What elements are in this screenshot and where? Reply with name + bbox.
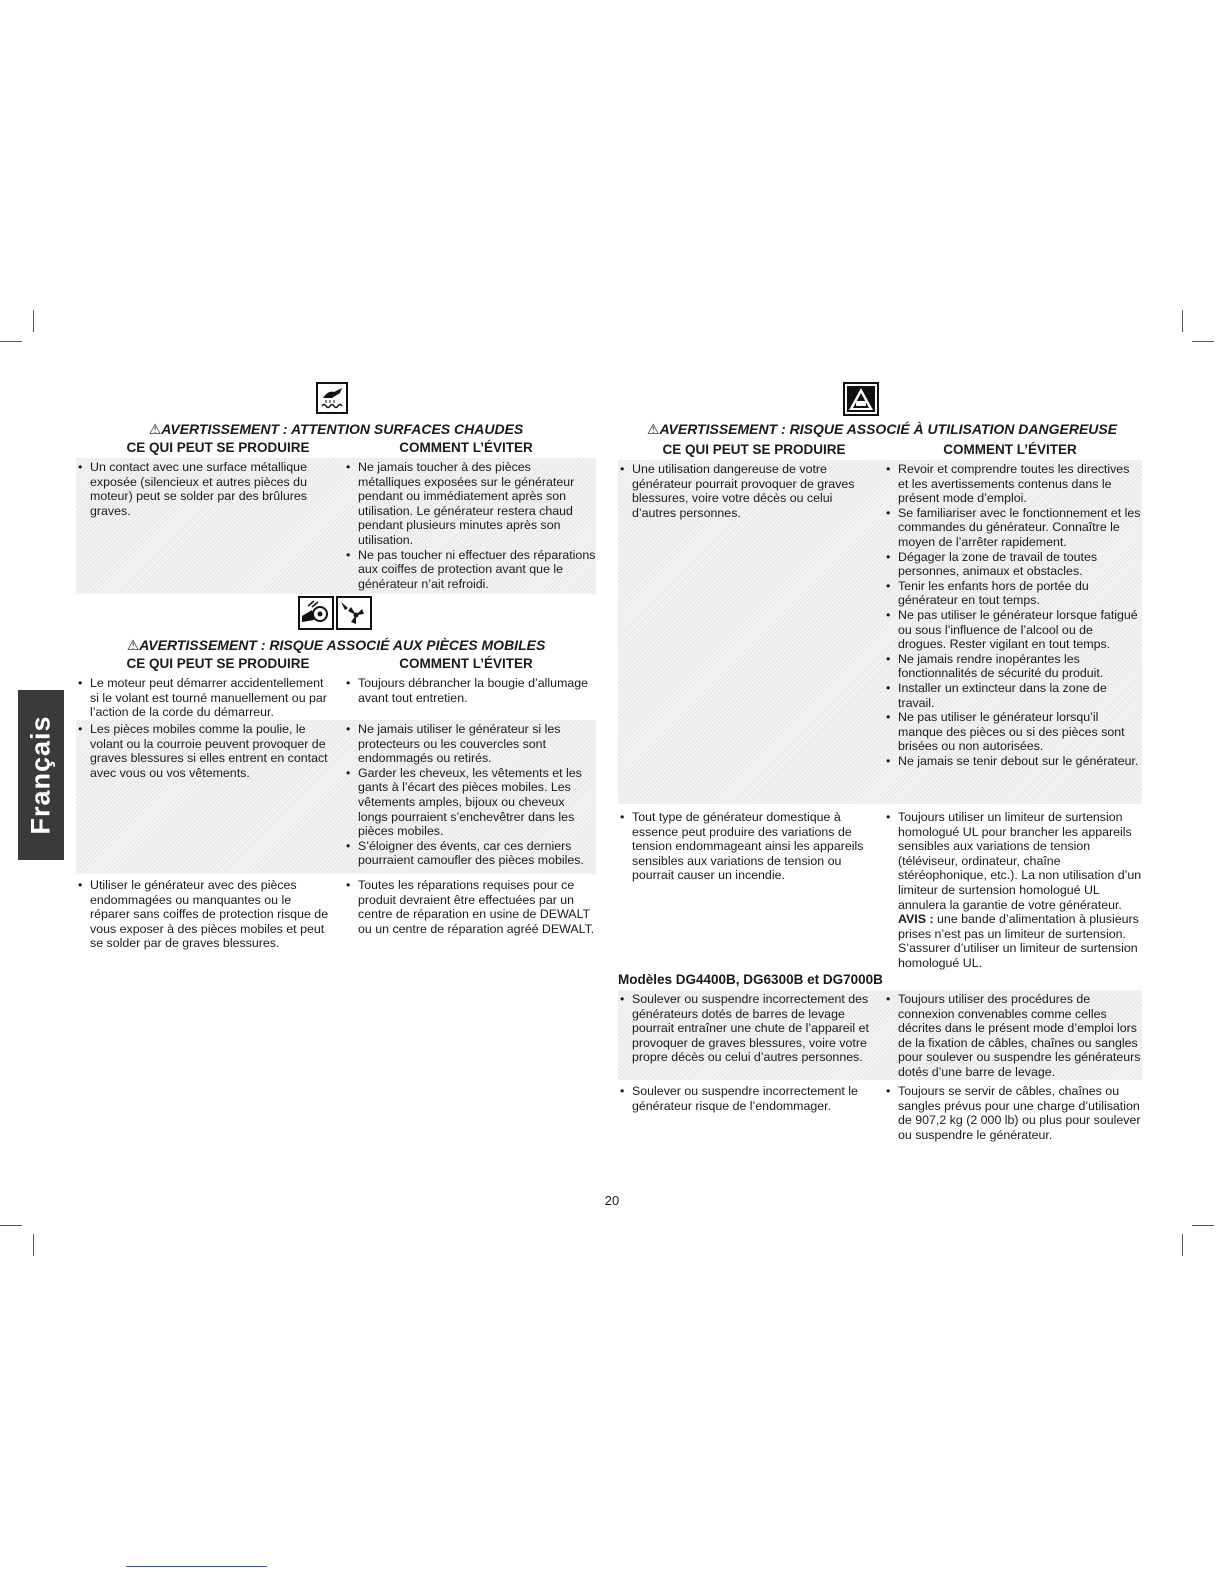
list-item: • Garder les cheveux, les vêtements et les gants à l’écart des pièces mobiles. Les vêtements amples, bijoux ou cheveux longs pourraient s’enchevêtrer dans les pièces mobiles.	[344, 766, 596, 839]
what-cell	[618, 810, 874, 883]
list-item: • Utiliser le générateur avec des pièces endommagées ou manquantes ou le réparer sans coiffes de protection risque de vous exposer à des pièces mobiles et peut se solder par de graves blessures.	[76, 878, 330, 951]
table-row	[76, 876, 596, 956]
what-cell	[76, 676, 330, 720]
list-item: • Ne jamais utiliser le générateur si les protecteurs ou les couvercles sont endommagés ou retirés.	[344, 722, 596, 766]
language-tab	[18, 690, 64, 860]
crop-mark	[1182, 1234, 1183, 1256]
list-item: • Une utilisation dangereuse de votre générateur pourrait provoquer de graves blessures, voire votre décès ou celui d’autres personnes.	[618, 462, 874, 520]
list-item	[884, 810, 1142, 971]
what-cell	[76, 878, 330, 951]
header-what: CE QUI PEUT SE PRODUIRE	[126, 440, 310, 455]
list-item: • Les pièces mobiles comme la poulie, le volant ou la courroie peuvent provoquer de graves blessures si elles entrent en contact avec vous ou vos vêtements.	[76, 722, 330, 780]
how-cell	[344, 722, 596, 868]
header-what: CE QUI PEUT SE PRODUIRE	[126, 656, 310, 671]
safety-first-icon	[843, 382, 879, 416]
how-cell	[344, 878, 596, 936]
table-row	[618, 990, 1142, 1080]
hot-surface-icon	[316, 382, 348, 414]
page-number: 20	[604, 1193, 620, 1208]
how-cell	[344, 676, 596, 705]
list-item: • Dégager la zone de travail de toutes personnes, animaux et obstacles.	[884, 550, 1142, 579]
what-cell	[618, 462, 874, 520]
footer-rule	[126, 1566, 267, 1567]
table-row	[618, 1082, 1142, 1146]
how-cell	[884, 810, 1142, 971]
list-item: • S’éloigner des évents, car ces derniers pourraient camoufler des pièces mobiles.	[344, 839, 596, 868]
list-item: • Ne pas toucher ni effectuer des réparations aux coiffes de protection avant que le générateur n’ait refroidi.	[344, 548, 596, 592]
header-how: COMMENT L’ÉVITER	[399, 656, 533, 671]
list-item: • Revoir et comprendre toutes les directives et les avertissements contenus dans le présent mode d’emploi.	[884, 462, 1142, 506]
table-row	[618, 460, 1142, 804]
language-tab-label: Français	[25, 715, 56, 835]
list-item: • Se familiariser avec le fonctionnement et les commandes du générateur. Connaître le moyen de l’arrêter rapidement.	[884, 506, 1142, 550]
crop-mark	[1192, 1225, 1214, 1226]
moving-parts-icon	[336, 596, 372, 630]
table-row	[76, 458, 596, 594]
list-item: • Ne jamais rendre inopérantes les fonctionnalités de sécurité du produit.	[884, 652, 1142, 681]
fan-hand-icon	[298, 596, 334, 630]
list-item: • Installer un extincteur dans la zone de travail.	[884, 681, 1142, 710]
surge-text: Toujours utiliser un limiteur de surtension homologué UL pour brancher les appareils sensibles aux variations de tension (téléviseur, ordinateur, chaîne stéréophonique, etc.). La non utilisation d’un limiteur de surtension homologué UL annulera la garantie de votre générateur.	[898, 810, 1142, 912]
crop-mark	[1192, 341, 1214, 342]
list-item: • Toujours se servir de câbles, chaînes ou sangles prévus pour une charge d’utilisation de 907,2 kg (2 000 lb) ou plus pour soulever ou suspendre le générateur.	[884, 1084, 1142, 1142]
list-item: • Toujours débrancher la bougie d’allumage avant tout entretien.	[344, 676, 596, 705]
avis-text: une bande d’alimentation à plusieurs prises n’est pas un limiteur de surtension. S’assurer d’utiliser un limiteur de surtension homologué UL.	[898, 912, 1139, 970]
what-cell	[618, 992, 876, 1065]
list-item: • Tout type de générateur domestique à essence peut produire des variations de tension endommageant ainsi les appareils sensibles aux variations de tension ou pourrait causer un incendie.	[618, 810, 874, 883]
list-item: • Un contact avec une surface métallique exposée (silencieux et autres pièces du moteur) peut se solder par des brûlures graves.	[76, 460, 326, 518]
list-item: • Soulever ou suspendre incorrectement des générateurs dotés de barres de levage pourrait entraîner une chute de l’appareil et provoquer de graves blessures, voire votre propre décès ou celui d’autres personnes.	[618, 992, 876, 1065]
crop-mark	[0, 341, 22, 342]
list-item: • Tenir les enfants hors de portée du générateur en tout temps.	[884, 579, 1142, 608]
crop-mark	[33, 310, 34, 332]
table-row	[618, 808, 1142, 970]
list-item: • Le moteur peut démarrer accidentellement si le volant est tourné manuellement ou par l’action de la corde du démarreur.	[76, 676, 330, 720]
models-heading: Modèles DG4400B, DG6300B et DG7000B	[618, 972, 883, 987]
what-cell	[618, 1084, 876, 1113]
section-title-moving-parts: ⚠AVERTISSEMENT : RISQUE ASSOCIÉ AUX PIÈCES MOBILES	[126, 637, 546, 653]
list-item: • Ne jamais toucher à des pièces métalliques exposées sur le générateur pendant ou immédiatement après son utilisation. Le générateur restera chaud pendant plusieurs minutes après son utilisation.	[344, 460, 596, 548]
list-item: • Toutes les réparations requises pour ce produit devraient être effectuées par un centre de réparation en usine de DEWALT ou un centre de réparation agréé DEWALT.	[344, 878, 596, 936]
crop-mark	[33, 1234, 34, 1256]
crop-mark	[0, 1225, 22, 1226]
header-what: CE QUI PEUT SE PRODUIRE	[662, 442, 846, 457]
list-item: • Soulever ou suspendre incorrectement le générateur risque de l’endommager.	[618, 1084, 876, 1113]
table-row	[76, 720, 596, 874]
how-cell	[344, 460, 596, 591]
what-cell	[76, 460, 326, 518]
list-item: • Ne pas utiliser le générateur lorsque fatigué ou sous l’influence de l’alcool ou de drogues. Rester vigilant en tout temps.	[884, 608, 1142, 652]
list-item: • Ne pas utiliser le générateur lorsqu’il manque des pièces ou si des pièces sont brisées ou non autorisées.	[884, 710, 1142, 754]
header-how: COMMENT L’ÉVITER	[399, 440, 533, 455]
how-cell	[884, 462, 1142, 768]
header-how: COMMENT L’ÉVITER	[943, 442, 1077, 457]
list-item: • Toujours utiliser des procédures de connexion convenables comme celles décrites dans le présent mode d’emploi lors de la fixation de câbles, chaînes ou sangles pour soulever ou suspendre les générateurs dotés d’une barre de levage.	[884, 992, 1142, 1080]
crop-mark	[1182, 310, 1183, 332]
what-cell	[76, 722, 330, 780]
how-cell	[884, 1084, 1142, 1142]
section-title-hot-surfaces: ⚠AVERTISSEMENT : ATTENTION SURFACES CHAUDES	[148, 421, 524, 437]
table-row	[76, 674, 596, 720]
how-cell	[884, 992, 1142, 1080]
list-item: • Ne jamais se tenir debout sur le générateur.	[884, 754, 1142, 769]
section-title-dangerous-use: ⚠AVERTISSEMENT : RISQUE ASSOCIÉ À UTILISATION DANGEREUSE	[646, 421, 1118, 437]
avis-label: AVIS :	[898, 912, 934, 927]
